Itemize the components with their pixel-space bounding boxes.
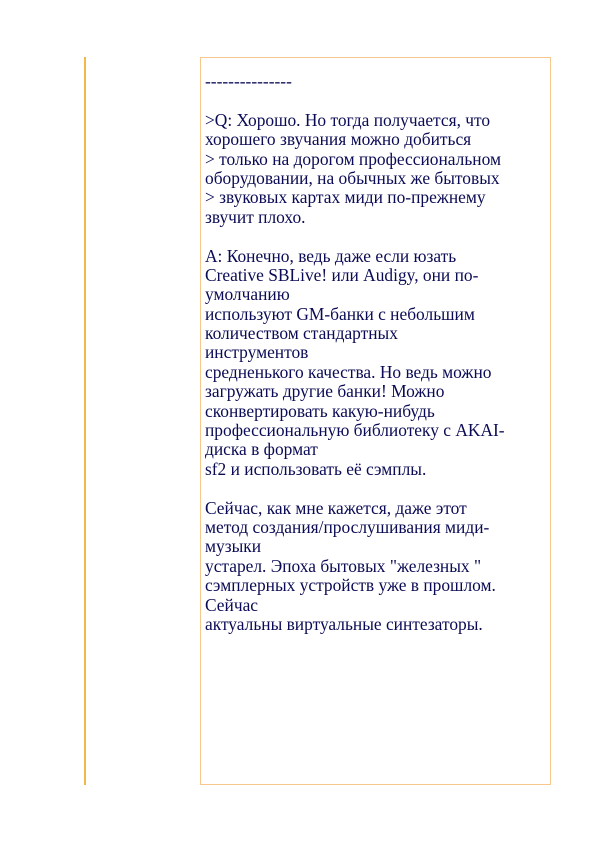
text-line: умолчанию xyxy=(205,284,290,305)
text-line: >Q: Хорошо. Но тогда получается, что xyxy=(205,109,491,130)
text-line: загружать другие банки! Можно xyxy=(205,381,445,402)
paragraph-gap xyxy=(205,91,550,110)
paragraph-gap xyxy=(205,227,550,246)
text-line: используют GM-банки с небольшим xyxy=(205,303,475,324)
text-line: инструментов xyxy=(205,342,309,363)
text-line: актуальны виртуальные синтезаторы. xyxy=(205,613,483,634)
text-line: музыки xyxy=(205,536,262,557)
text-line: > только на дорогом профессиональном xyxy=(205,148,501,169)
text-line: средненького качества. Но ведь можно xyxy=(205,361,492,382)
paragraph-gap xyxy=(205,479,550,498)
text-line: сэмплерных устройств уже в прошлом. xyxy=(205,575,496,596)
text-line: звучит плохо. xyxy=(205,206,306,227)
text-line: диска в формат xyxy=(205,439,318,460)
text-line: профессиональную библиотеку с AKAI- xyxy=(205,420,505,441)
text-line: устарел. Эпоха бытовых "железных " xyxy=(205,555,482,576)
quoted-text-box xyxy=(200,57,551,785)
text-content xyxy=(205,72,550,634)
text-line: sf2 и использовать её сэмплы. xyxy=(205,458,427,479)
text-line: хорошего звучания можно добиться xyxy=(205,129,472,150)
text-line: Сейчас xyxy=(205,594,259,615)
question-paragraph xyxy=(205,111,550,227)
text-line: сконвертировать какую-нибудь xyxy=(205,400,435,421)
text-line: Сейчас, как мне кажется, даже этот xyxy=(205,497,467,518)
text-line: А: Конечно, ведь даже если юзать xyxy=(205,245,457,266)
left-margin-rule xyxy=(84,57,86,785)
text-line: Creative SBLive! или Audigy, они по- xyxy=(205,264,479,285)
closing-paragraph xyxy=(205,499,550,635)
text-line: метод создания/прослушивания миди- xyxy=(205,516,490,537)
text-line: оборудовании, на обычных же бытовых xyxy=(205,167,500,188)
separator-line: --------------- xyxy=(205,71,292,91)
answer-paragraph xyxy=(205,247,550,480)
text-line: > звуковых картах миди по-прежнему xyxy=(205,187,486,208)
text-line: количеством стандартных xyxy=(205,323,398,344)
